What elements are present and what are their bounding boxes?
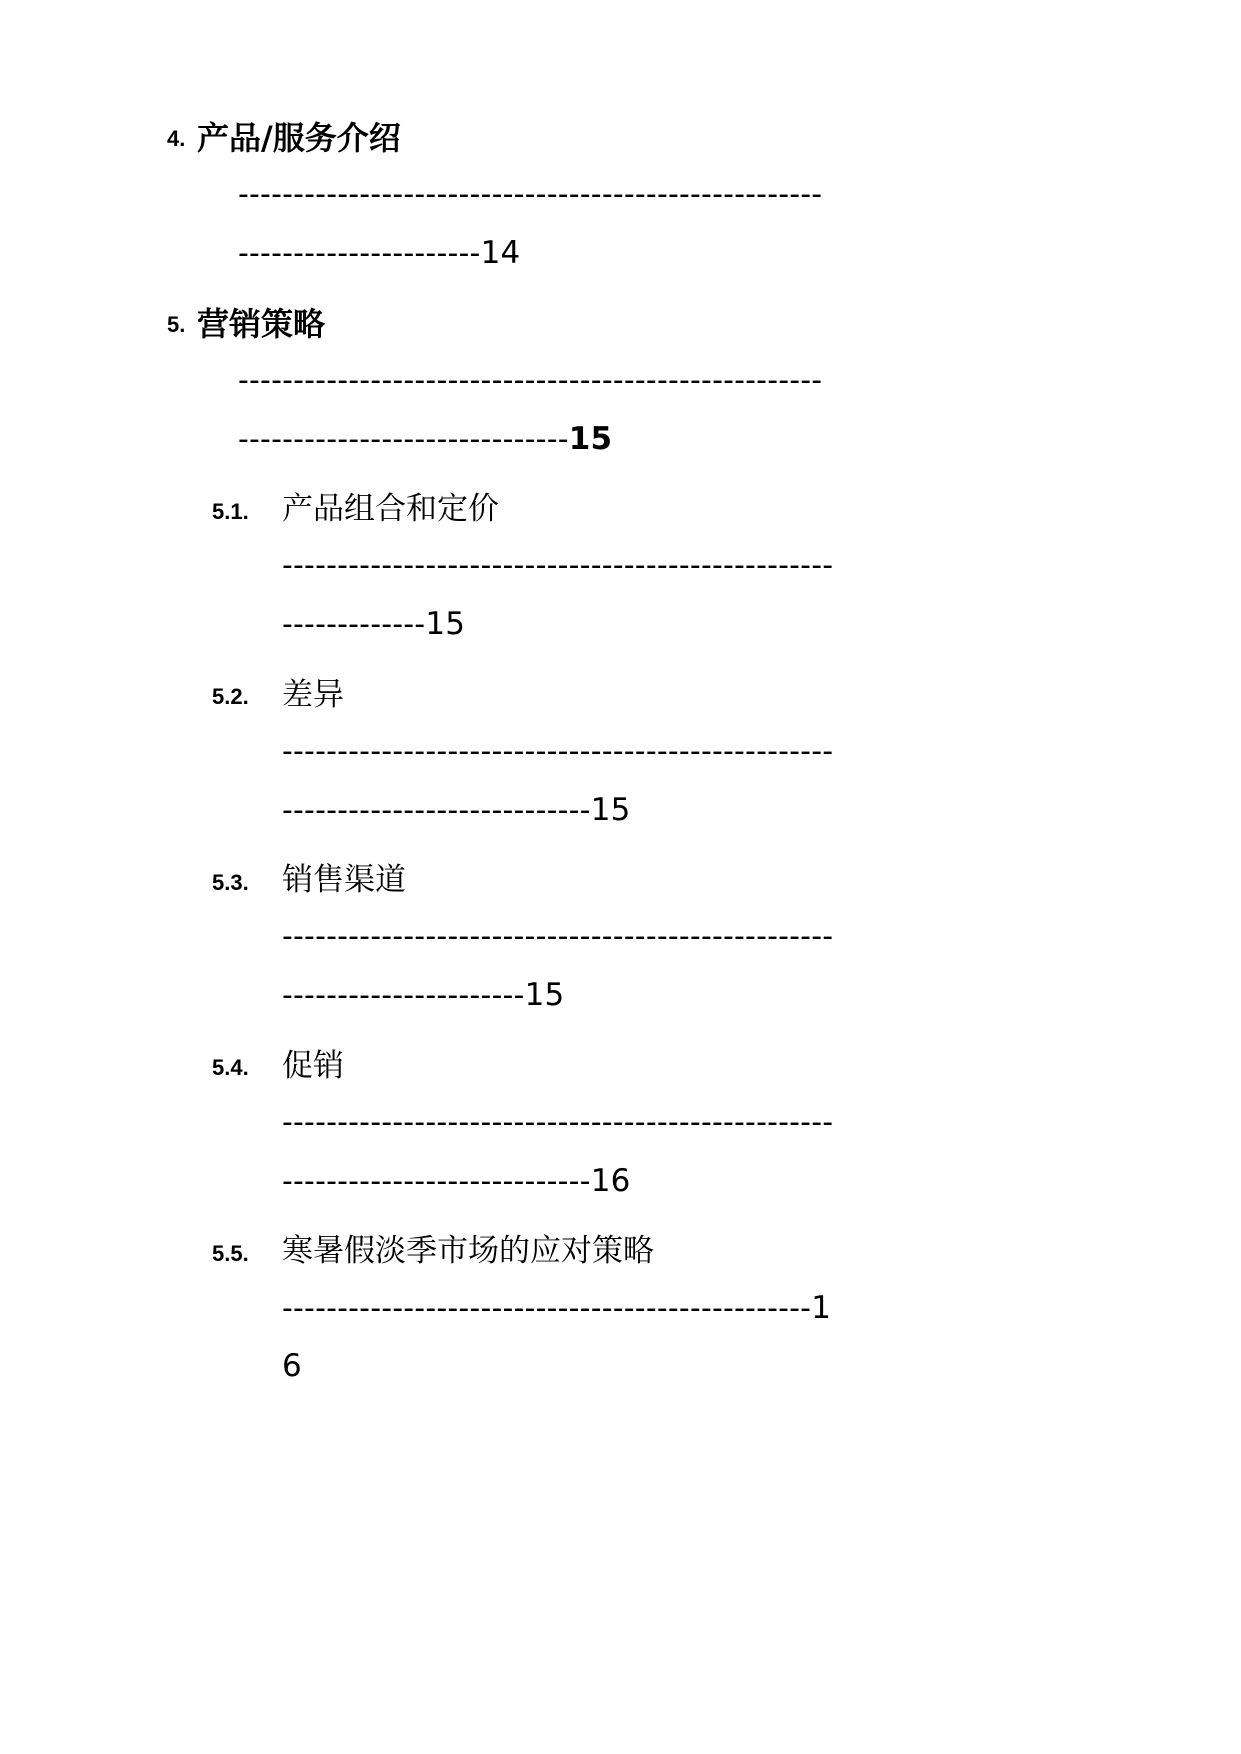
toc-leader-line2 xyxy=(282,975,564,1016)
toc-page-number-part1[interactable]: 1 xyxy=(811,1290,832,1326)
toc-entry-number: 5.1. xyxy=(212,499,249,524)
toc-entry-title[interactable]: 营销策略 xyxy=(197,305,326,343)
toc-leader-line2 xyxy=(238,419,612,460)
toc-leader: -------------------------------------------------- xyxy=(282,734,834,769)
toc-page-number-part2[interactable]: 6 xyxy=(282,1348,302,1384)
toc-entry-title[interactable]: 销售渠道 xyxy=(282,862,406,898)
toc-leader: ------------- xyxy=(282,607,426,642)
toc-leader: -------------------------------------------------- xyxy=(282,548,834,583)
toc-leader-line2 xyxy=(238,233,520,274)
toc-leader: ---------------------------- xyxy=(282,1164,591,1199)
toc-page-number[interactable]: 14 xyxy=(480,235,521,271)
toc-entry-number: 4. xyxy=(167,126,186,151)
toc-page-number[interactable]: 16 xyxy=(590,1163,631,1199)
toc-leader: ---------------------------- xyxy=(282,793,591,828)
toc-entry-number: 5.5. xyxy=(212,1241,249,1266)
toc-entry-title[interactable]: 产品组合和定价 xyxy=(282,491,499,527)
toc-entry-number: 5.2. xyxy=(212,684,249,709)
toc-leader-line2 xyxy=(282,604,465,645)
toc-entry-number: 5.4. xyxy=(212,1055,249,1080)
toc-leader: -------------------------------------------------- xyxy=(282,1105,834,1140)
toc-leader: ----------------------------------------------------- xyxy=(238,177,823,212)
toc-entry-number: 5. xyxy=(167,312,186,337)
toc-leader: ------------------------------ xyxy=(238,422,569,457)
toc-entry-title[interactable]: 差异 xyxy=(282,677,344,713)
toc-entry-title[interactable]: 促销 xyxy=(282,1048,344,1084)
toc-leader: ------------------------------------------------ xyxy=(282,1291,812,1326)
toc-entry-number: 5.3. xyxy=(212,870,249,895)
toc-leader: ---------------------- xyxy=(238,236,481,271)
toc-leader-line1 xyxy=(282,1288,831,1329)
toc-page-number[interactable]: 15 xyxy=(425,606,466,642)
toc-leader-line2 xyxy=(282,1161,631,1202)
toc-entry-title[interactable]: 产品/服务介绍 xyxy=(197,119,401,157)
toc-page-number[interactable]: 15 xyxy=(568,421,613,457)
toc-leader: -------------------------------------------------- xyxy=(282,919,834,954)
toc-entry-title[interactable]: 寒暑假淡季市场的应对策略 xyxy=(282,1233,654,1269)
toc-leader: ----------------------------------------------------- xyxy=(238,363,823,398)
toc-leader: ---------------------- xyxy=(282,978,525,1013)
toc-page-number[interactable]: 15 xyxy=(590,792,631,828)
toc-leader-line2 xyxy=(282,1346,302,1387)
toc-leader-line2 xyxy=(282,790,631,831)
toc-page-number[interactable]: 15 xyxy=(524,977,565,1013)
